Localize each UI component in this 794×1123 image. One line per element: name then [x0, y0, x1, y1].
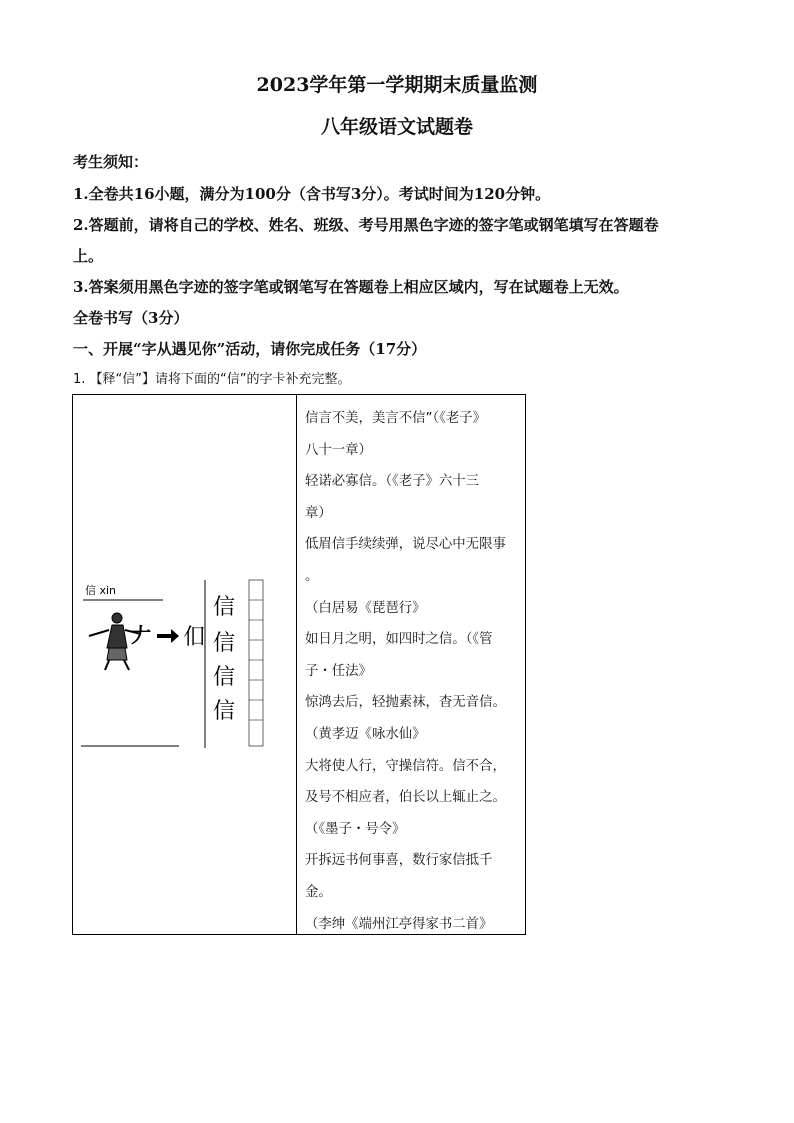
quotation-line: 开拆远书何事喜，数行家信抵千 — [305, 853, 493, 869]
quotation-line: 金。 — [305, 884, 332, 900]
notice-item: 上。 — [73, 247, 104, 265]
quotation-line: （黄孝迈《咏水仙》 — [305, 726, 426, 742]
notice-item: 3.答案须用黑色字迹的签字笔或钢笔写在答题卷上相应区域内，写在试题卷上无效。 — [73, 278, 629, 296]
quotation-line: 信言不美，美言不信”（《老子》 — [305, 411, 487, 426]
quotation-line: 大将使人行，守操信符。信不合， — [305, 758, 506, 774]
quotation-line: 。 — [305, 568, 319, 584]
quotation-line: （《墨子・号令》 — [305, 821, 406, 837]
page-title: 2023学年第一学期期末质量监测 — [256, 74, 538, 96]
quotation-line: 低眉信手续续弹，说尽心中无限事 — [305, 537, 506, 553]
question-1: 1. 【释“信”】请将下面的“信”的字卡补充完整。 — [73, 372, 351, 387]
glyph-column-item: 信 — [213, 665, 236, 690]
arrow-icon — [157, 629, 179, 643]
quotation-line: 轻诺必寡信。（《老子》六十三 — [305, 474, 480, 490]
glyph-column-item: 信 — [213, 699, 236, 724]
card-divider — [296, 395, 297, 934]
archaic-glyph: 𠂇 — [131, 623, 151, 647]
page-subtitle: 八年级语文试题卷 — [320, 116, 473, 138]
quotation-line: 子・任法》 — [305, 663, 372, 679]
quotation-line: 章） — [305, 505, 332, 521]
quotation-list — [305, 403, 519, 940]
notice-item: 1.全卷共16小题，满分为100分（含书写3分）。考试时间为120分钟。 — [73, 185, 551, 203]
quotation-line: （李绅《端州江亭得家书二首》 — [305, 916, 493, 932]
glyph-column-item: 信 — [213, 595, 236, 620]
quotation-line: （白居易《琵琶行》 — [305, 600, 426, 616]
pinyin-label: 信 xin — [85, 584, 117, 597]
quotation-line: 惊鸿去后，轻抛素袜，杳无音信。 — [305, 695, 506, 711]
character-card — [72, 394, 526, 935]
character-evolution-illustration — [79, 578, 291, 753]
quotation-line: 八十一章） — [305, 442, 372, 458]
seal-glyph: 㐰 — [183, 625, 206, 650]
section-heading: 一、开展“字从遇见你”活动，请你完成任务（17分） — [73, 340, 427, 358]
notice-heading: 考生须知： — [73, 153, 149, 171]
quotation-line: 及号不相应者，伯长以上辄止之。 — [305, 790, 506, 806]
notice-item: 2.答题前，请将自己的学校、姓名、班级、考号用黑色字迹的签字笔或钢笔填写在答题卷 — [73, 216, 659, 234]
glyph-column-item: 信 — [213, 631, 236, 656]
quotation-line: 如日月之明，如四时之信。（《管 — [305, 632, 493, 648]
handwriting-score: 全卷书写（3分） — [73, 309, 189, 327]
